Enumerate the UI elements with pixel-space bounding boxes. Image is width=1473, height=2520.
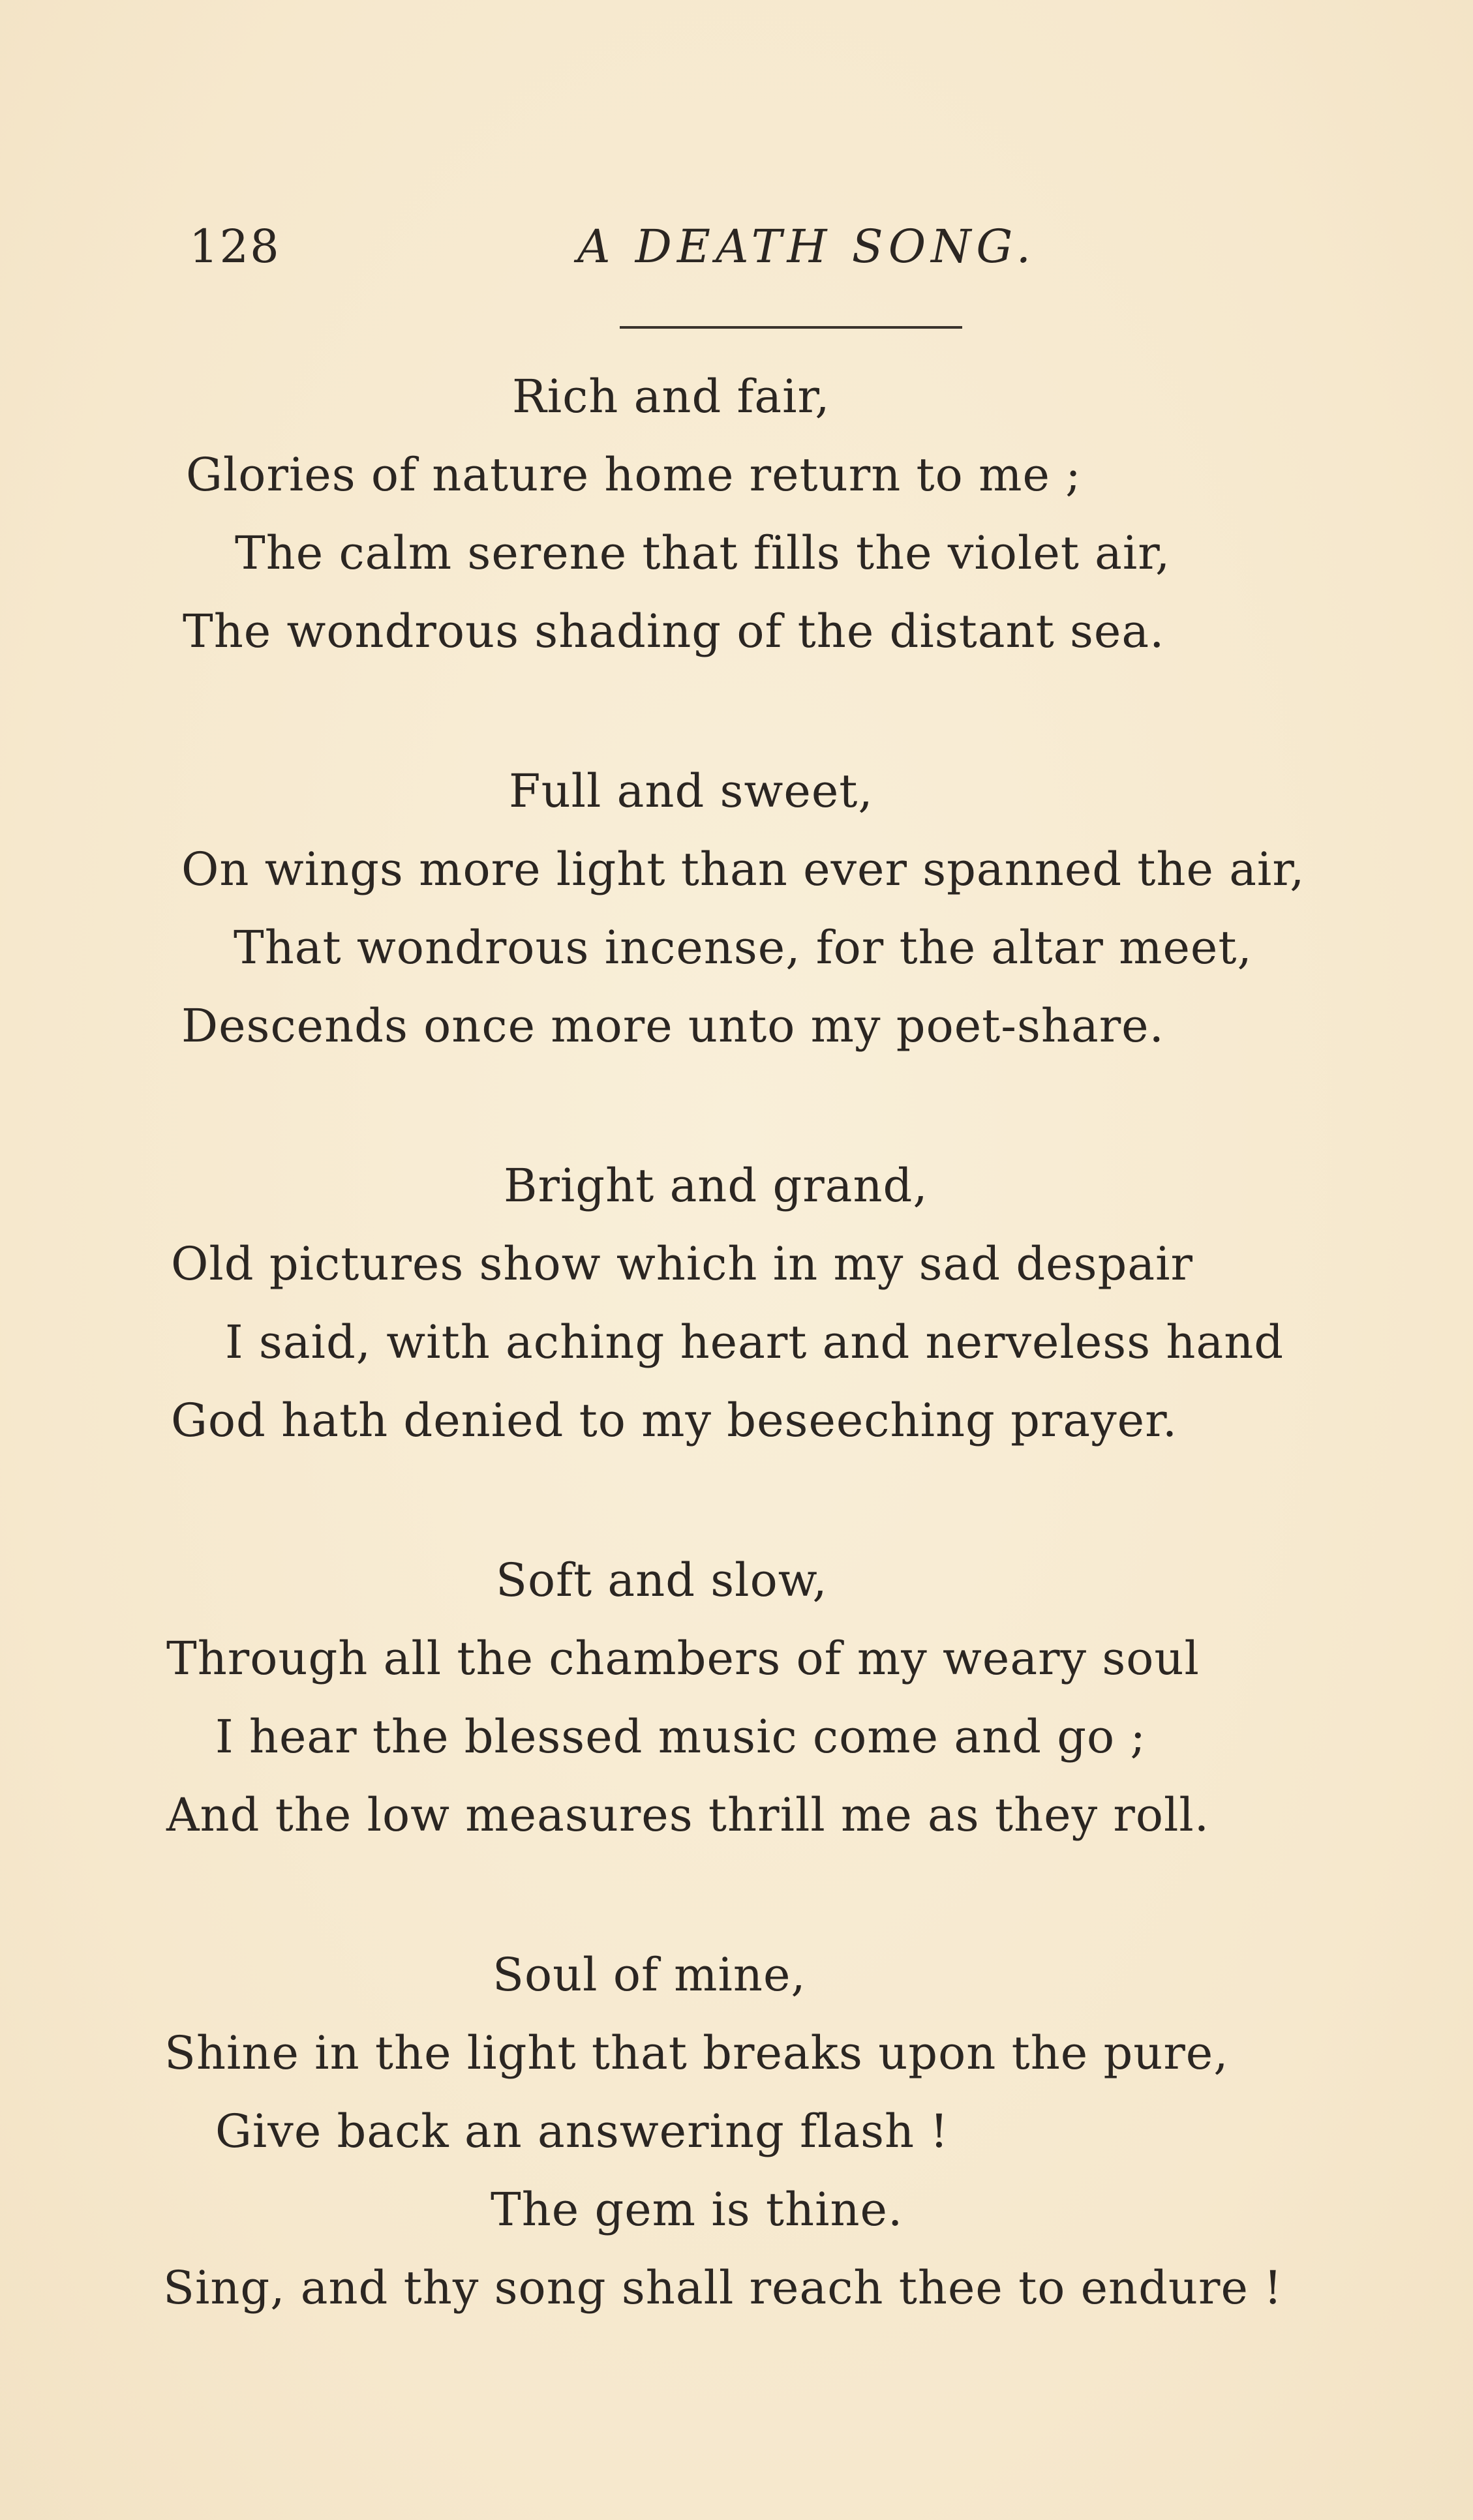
stanza-title: Bright and grand, [504,1159,928,1212]
poem-line: Give back an answering flash ! [215,2105,949,2158]
stanza-title: Rich and fair, [512,370,830,423]
poem-line: God hath denied to my beseeching prayer. [171,1394,1178,1447]
poem-line: Through all the chambers of my weary soul [166,1632,1200,1685]
poem-line: The calm serene that fills the violet air, [235,526,1171,580]
header-rule [620,326,962,329]
poem-line: Sing, and thy song shall reach thee to endure ! [163,2261,1283,2315]
poem-line: Glories of nature home return to me ; [186,448,1082,502]
poem-line: Shine in the light that breaks upon the pure, [164,2026,1229,2080]
poem-line: I hear the blessed music come and go ; [215,1710,1146,1763]
page-number: 128 [189,220,281,273]
poem-line: Old pictures show which in my sad despair [171,1237,1193,1291]
poem-line: And the low measures thrill me as they roll. [166,1788,1210,1842]
stanza-title: Soul of mine, [493,1948,806,2002]
running-title: A DEATH SONG. [577,220,1036,273]
poem-line: The wondrous shading of the distant sea. [183,605,1165,658]
stanza-title: Soft and slow, [496,1553,828,1607]
poem-line: On wings more light than ever spanned the air, [181,843,1305,896]
stanza-title: Full and sweet, [509,764,873,818]
poem-line: I said, with aching heart and nerveless hand [225,1315,1284,1369]
poem-line: Descends once more unto my poet-share. [181,999,1164,1053]
poem-line: The gem is thine. [491,2183,904,2236]
poem-line: That wondrous incense, for the altar meet, [234,921,1253,974]
